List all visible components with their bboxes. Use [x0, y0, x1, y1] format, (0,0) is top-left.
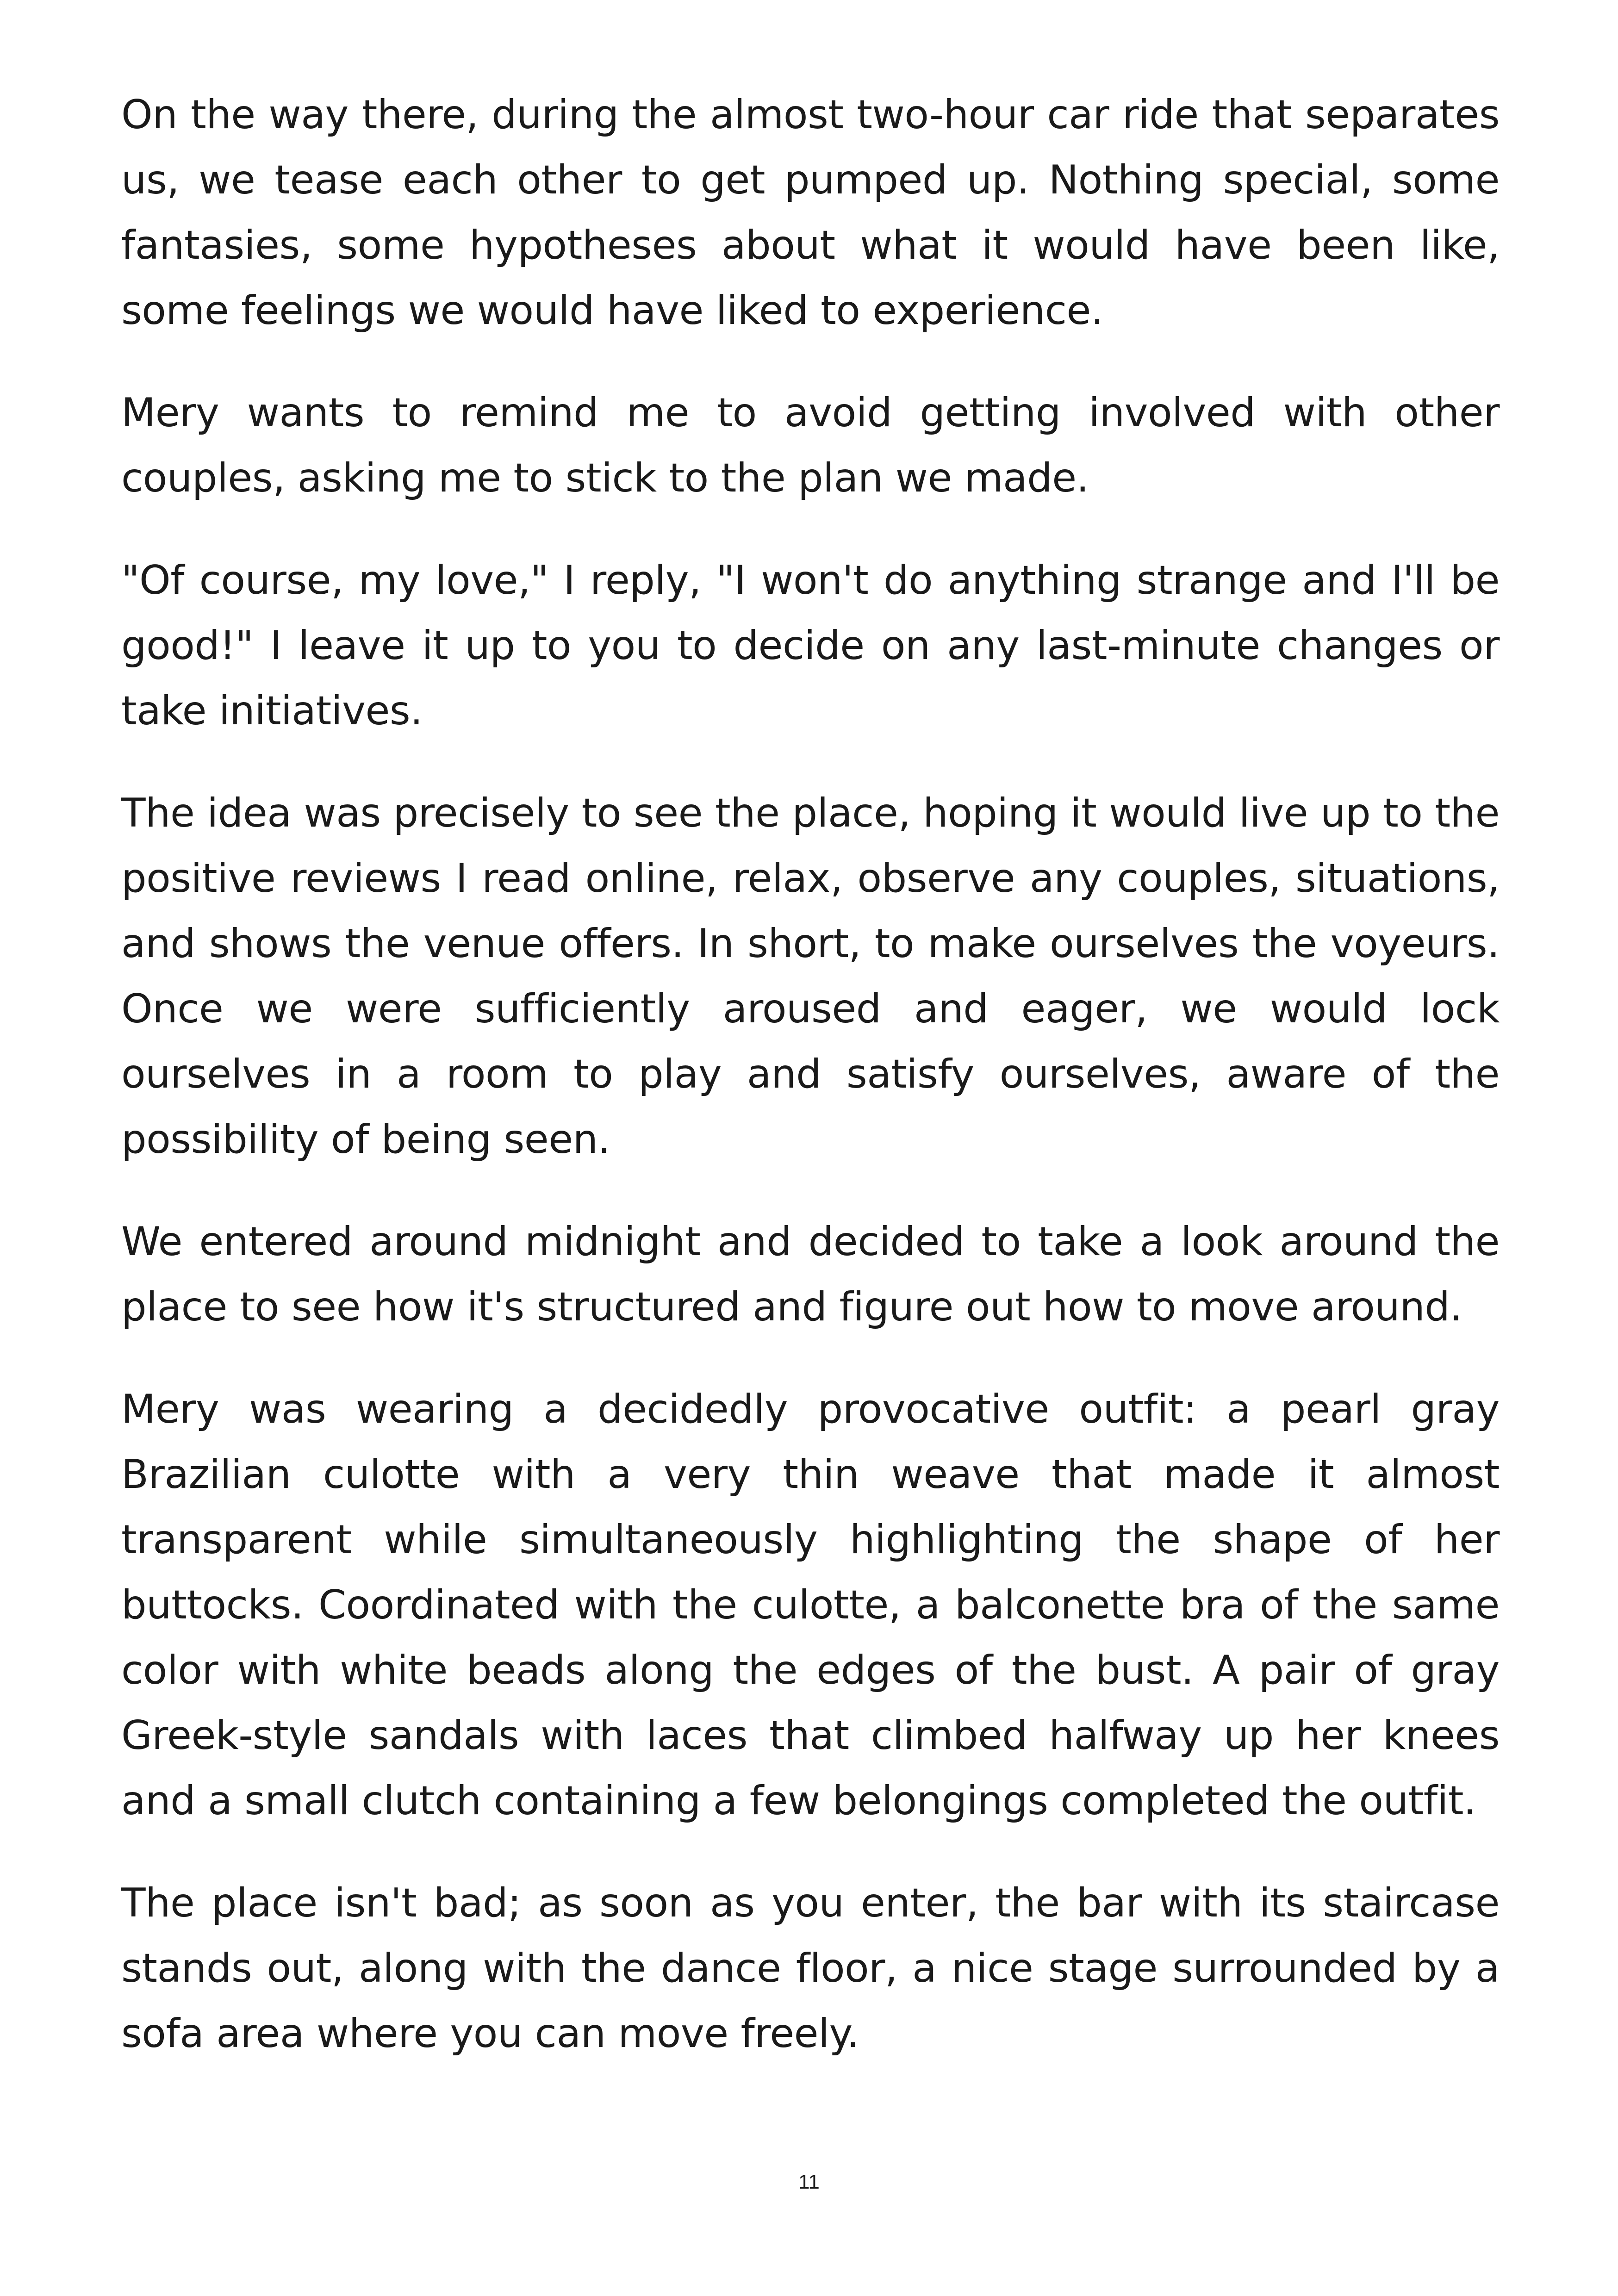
- body-text: [121, 82, 1500, 2103]
- paragraph: We entered around midnight and decided to take a look around the place to see how it's structured and figure out how to move around.: [121, 1219, 1500, 1330]
- paragraph: On the way there, during the almost two-hour car ride that separates us, we tease each other to get pumped up. Nothing special, some fantasies, some hypotheses about what it would have been like, some feelings we would have liked to experience.: [121, 92, 1500, 334]
- paragraph: "Of course, my love," I reply, "I won't do anything strange and I'll be good!" I leave it up to you to decide on any last-minute changes or take initiatives.: [121, 557, 1500, 734]
- paragraph: The idea was precisely to see the place, hoping it would live up to the positive reviews I read online, relax, observe any couples, situations, and shows the venue offers. In short, to make ourselves the voyeurs. Once we were sufficiently aroused and eager, we would lock ourselves in a room to play and satisfy ourselves, aware of the possibility of being seen.: [121, 790, 1500, 1163]
- paragraph: Mery was wearing a decidedly provocative outfit: a pearl gray Brazilian culotte with a very thin weave that made it almost transparent while simultaneously highlighting the shape of her buttocks. Coordinated with the culotte, a balconette bra of the same color with white beads along the edges of the bust. A pair of gray Greek-style sandals with laces that climbed halfway up her knees and a small clutch containing a few belongings completed the outfit.: [121, 1386, 1500, 1824]
- paragraph: Mery wants to remind me to avoid getting involved with other couples, asking me to stick to the plan we made.: [121, 390, 1500, 501]
- paragraph: The place isn't bad; as soon as you enter, the bar with its staircase stands out, along with the dance floor, a nice stage surrounded by a sofa area where you can move freely.: [121, 1880, 1500, 2057]
- page-number: 11: [798, 2171, 820, 2193]
